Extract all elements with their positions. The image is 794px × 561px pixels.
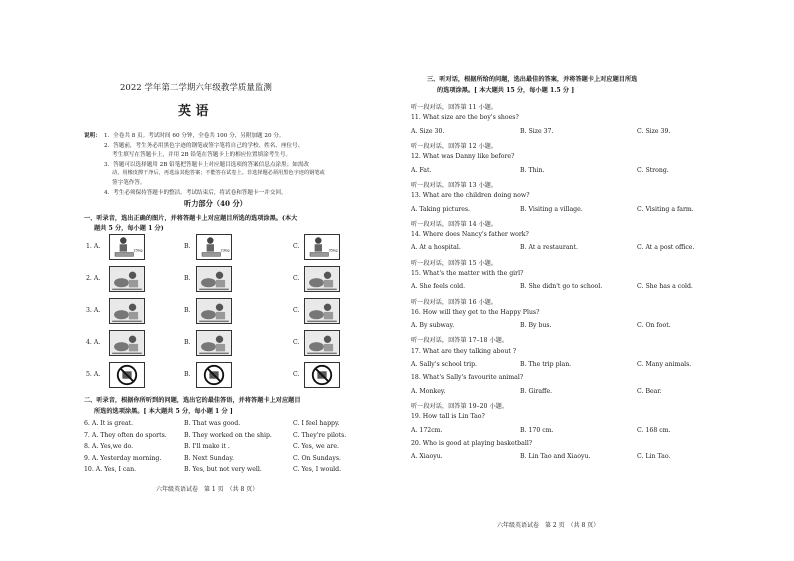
answer-option: A. At a hospital. [411, 244, 461, 252]
answer-option: B. Visiting a village. [520, 205, 583, 213]
question-text: 20. Who is good at playing basketball? [411, 439, 533, 447]
listening-instruction: 听一段对话，回答第 16 小题。 [411, 298, 498, 306]
answer-option: C. Yes, I would. [293, 466, 342, 473]
question-text: 13. What are the children doing now? [411, 192, 530, 200]
option-label: B. [184, 243, 191, 250]
answer-option: C. They're pilots. [293, 431, 347, 439]
question-text: 12. What was Danny like before? [411, 153, 515, 161]
answer-option: A. Taking pictures. [411, 205, 471, 213]
answer-option: 10. A. Yes, I can. [84, 466, 137, 473]
kid-weight-scale-image [109, 234, 145, 260]
answer-option: A. Fat. [411, 166, 432, 174]
question-text: 19. How tall is Lin Tao? [411, 413, 485, 421]
note-line: 4．考生必须保持答题卡的整洁。考试结束后，将试卷和答题卡一并交回。 [104, 190, 287, 196]
answer-option: C. She has a cold. [637, 283, 693, 291]
answer-option: C. Lin Tao. [637, 453, 671, 460]
answer-option: B. At a restaurant. [520, 244, 578, 252]
answer-option: A. Monkey. [411, 387, 446, 395]
note-line: 考生填写在答题卡上，并用 2B 铅笔在答题卡上的相应位置填涂考生号。 [112, 152, 292, 158]
answer-option: C. Many animals. [637, 361, 692, 369]
answer-option: B. Next Sunday. [184, 454, 234, 462]
kids-outdoor-play-image [109, 266, 145, 292]
section-3-title: 三、听对话，根据所给的问题，选出最佳的答案，并将答题卡上对应题目所选 [427, 76, 638, 83]
listening-instruction: 听一段对话，回答第 13 小题。 [411, 181, 498, 189]
option-label: C. [293, 307, 300, 314]
no-littering-sign-image [304, 362, 340, 388]
answer-option: A. 172cm. [411, 426, 443, 434]
listening-instruction: 听一段对话，回答第 19–20 小题。 [411, 402, 509, 410]
camping-tents-image [196, 298, 232, 324]
children-on-bus-image [196, 330, 232, 356]
exam-title: 2022 学年第二学期六年级教学质量监测 [120, 83, 272, 93]
question-text: 18. What's Sally's favourite animal? [411, 374, 524, 382]
listening-instruction: 听一段对话，回答第 11 小题。 [411, 104, 498, 111]
children-dancing-image [304, 298, 340, 324]
answer-option: A. She feels cold. [411, 283, 466, 291]
question-text: 15. What's the matter with the girl? [411, 270, 524, 277]
note-line: 1．全卷共 8 页。考试时间 60 分钟，全卷共 100 分，另附加题 20 分。 [104, 133, 285, 139]
kid-weight-scale-image [304, 234, 340, 260]
page-footer: 六年级英语试卷 第 2 页 （共 8 页） [497, 522, 600, 529]
answer-option: 6. A. It is great. [84, 420, 134, 427]
kids-ping-pong-image [196, 266, 232, 292]
answer-option: B. By bus. [520, 322, 552, 330]
option-label: 1. A. [86, 243, 101, 250]
answer-option: C. Yes, we are. [293, 443, 339, 450]
svg-text:35kg: 35kg [328, 248, 338, 253]
answer-option: B. Giraffe. [520, 387, 553, 395]
herd-of-animals-image [109, 298, 145, 324]
question-text: 11. What size are the boy's shoes? [411, 114, 519, 122]
answer-option: C. 168 cm. [637, 426, 671, 434]
listening-instruction: 听一段对话，回答第 17–18 小题。 [411, 337, 509, 345]
option-label: 2. A. [86, 275, 101, 282]
option-label: C. [293, 371, 300, 378]
section-1-title-cont: 题共 5 分，每小题 1 分) [94, 225, 164, 232]
section-2-title-cont: 所选的选项涂黑。[ 本大题共 5 分，每小题 1 分 ] [94, 408, 233, 415]
answer-option: C. At a post office. [637, 244, 695, 252]
answer-option: A. By subway. [411, 322, 455, 330]
answer-option: C. On foot. [637, 322, 671, 330]
kid-weight-scale-image [196, 234, 232, 260]
answer-option: C. Visiting a farm. [637, 205, 694, 213]
question-text: 16. How will they get to the Happy Plus? [411, 308, 540, 316]
listening-instruction: 听一段对话，回答第 14 小题。 [411, 220, 498, 228]
answer-option: C. I feel happy. [293, 420, 340, 427]
option-label: 3. A. [86, 307, 101, 314]
kids-basketball-image [304, 266, 340, 292]
note-line: 签字笔作答。 [112, 180, 146, 186]
note-line: 动，用橡皮擦干净后，再选涂其他答案；不能答在试卷上。非选择题必须用黑色字迹的钢笔或 [112, 170, 325, 176]
answer-option: C. Strong. [637, 166, 669, 174]
svg-text:23kg: 23kg [220, 248, 230, 253]
section-3-title-cont: 的选项涂黑。[ 本大题共 15 分，每小题 1.5 分 ] [437, 87, 575, 94]
answer-option: B. I'll make it . [184, 443, 230, 450]
answer-option: B. Thin. [520, 166, 545, 174]
svg-text:25kg: 25kg [133, 248, 143, 253]
option-label: C. [293, 243, 300, 250]
answer-option: A. Xiaoyu. [411, 453, 443, 460]
section-1-title: 一、听录音，选出正确的图片，并将答题卡上对应题目所选的选项涂黑。(本大 [84, 215, 298, 222]
answer-option: 9. A. Yesterday morning. [84, 454, 162, 462]
answer-option: C. Bear. [637, 387, 662, 395]
option-label: B. [184, 371, 191, 378]
option-label: B. [184, 307, 191, 314]
option-label: B. [184, 339, 191, 346]
question-text: 17. What are they talking about ? [411, 347, 517, 355]
answer-option: B. Lin Tao and Xiaoyu. [520, 453, 591, 460]
no-eating-sign-image [109, 362, 145, 388]
option-label: C. [293, 339, 300, 346]
note-line: 2．答题前，考生务必用黑色字迹的钢笔或签字笔将自己的学校、姓名、座位号、 [104, 143, 304, 149]
option-label: 4. A. [86, 339, 101, 346]
page-footer: 六年级英语试卷 第 1 页 （共 8 页） [156, 486, 259, 493]
answer-option: B. Size 37. [520, 127, 554, 135]
answer-option: 7. A. They often do sports. [84, 431, 167, 439]
answer-option: A. Sally's school trip. [411, 361, 477, 369]
notes-label: 说明： [84, 133, 101, 139]
answer-option: B. 170 cm. [520, 426, 554, 434]
answer-option: B. Yes, but not very well. [184, 466, 262, 473]
section-2-title: 二、听录音，根据你所听到的问题，选出它的最佳答语，并将答题卡上对应题目 [84, 397, 301, 404]
answer-option: B. They worked on the ship. [184, 431, 272, 439]
exam-page-2 [397, 0, 794, 561]
subject-title: 英 语 [178, 104, 209, 119]
answer-option: B. The trip plan. [520, 361, 572, 369]
option-label: B. [184, 275, 191, 282]
answer-option: A. Size 30. [411, 127, 445, 135]
listening-header: 听力部分（40 分） [184, 199, 247, 208]
note-line: 3．答题可以选择题用 2B 铅笔把答题卡上对应题目选项的答案信息点涂黑；如需改 [104, 162, 309, 168]
kids-by-tent-image [304, 330, 340, 356]
option-label: 5. A. [86, 371, 101, 378]
answer-option: C. Size 39. [637, 127, 671, 135]
listening-instruction: 听一段对话，回答第 12 小题。 [411, 142, 498, 150]
answer-option: 8. A. Yes,we do. [84, 443, 134, 450]
answer-option: B. That was good. [184, 420, 241, 427]
listening-instruction: 听一段对话，回答第 15 小题。 [411, 259, 498, 267]
boat-on-river-image [109, 330, 145, 356]
no-dogs-sign-image [196, 362, 232, 388]
question-text: 14. Where does Nancy's father work? [411, 231, 529, 239]
option-label: C. [293, 275, 300, 282]
answer-option: B. She didn't go to school. [520, 283, 603, 291]
answer-option: C. On Sundays. [293, 454, 341, 462]
